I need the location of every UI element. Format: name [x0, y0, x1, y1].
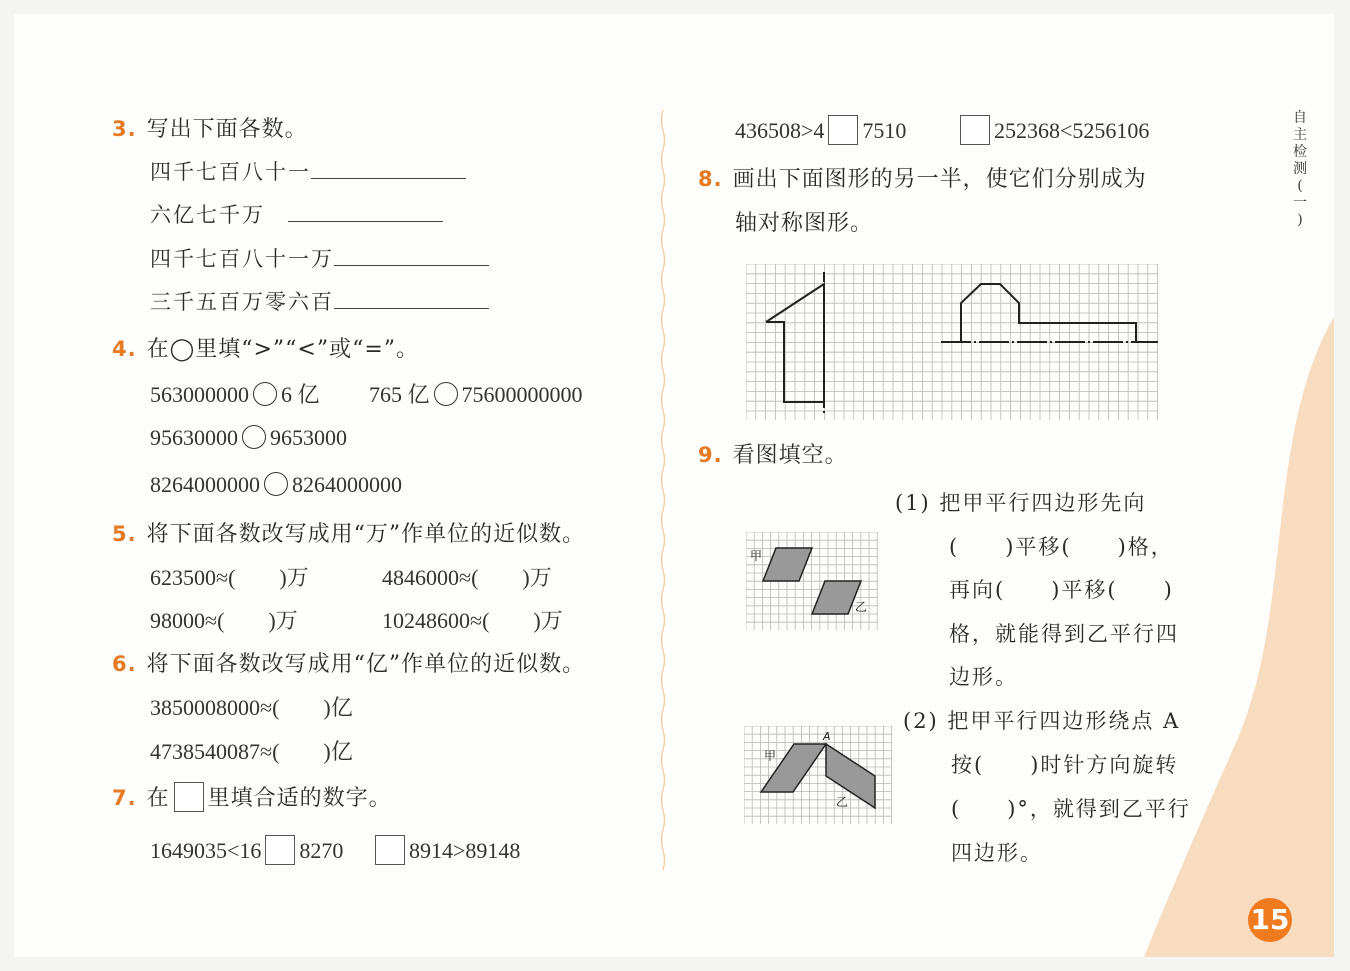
- q6-b: 4738540087≈( )亿: [150, 739, 353, 764]
- label-jia: 甲: [750, 549, 763, 563]
- q3-item-4: 三千五百万零六百: [150, 286, 489, 316]
- q9-translation-figure: [746, 532, 880, 632]
- parallelogram-yi: [812, 581, 861, 614]
- compare-circle[interactable]: [242, 425, 266, 449]
- answer-blank[interactable]: [311, 158, 466, 179]
- answer-blank[interactable]: [334, 288, 489, 309]
- question-8-title: 8. 画出下面图形的另一半，使它们分别成为: [698, 167, 1147, 192]
- q5-c: 98000≈( )万: [150, 608, 298, 633]
- label-yi: 乙: [836, 795, 849, 809]
- question-9-title: 9. 看图填空。: [698, 443, 848, 468]
- compare-circle[interactable]: [253, 382, 277, 406]
- question-4-title: 4. 在◯里填“>”“<”或“=”。: [112, 337, 419, 362]
- label-jia: 甲: [764, 749, 777, 763]
- answer-blank[interactable]: [288, 201, 443, 222]
- q6-a: 3850008000≈( )亿: [150, 695, 353, 720]
- column-divider: [660, 110, 666, 870]
- page-number-badge: 15: [1248, 898, 1292, 942]
- label-yi: 乙: [855, 600, 868, 614]
- question-8-title-line2: 轴对称图形。: [735, 211, 874, 236]
- compare-circle[interactable]: [434, 382, 458, 406]
- digit-box[interactable]: [828, 115, 858, 145]
- q4-row-3: 8264000000 8264000000: [150, 472, 402, 497]
- label-point-a: A: [823, 730, 831, 743]
- example-box: [174, 782, 204, 812]
- side-section-title: 自 主 检 测 ( 一 ): [1293, 110, 1307, 228]
- q4-row-1: 563000000 6 亿 765 亿 75600000000: [150, 382, 583, 407]
- question-3-title: 3. 写出下面各数。: [112, 117, 308, 142]
- digit-box[interactable]: [960, 115, 990, 145]
- q5-a: 623500≈( )万: [150, 565, 309, 590]
- digit-box[interactable]: [265, 835, 295, 865]
- q5-b: 4846000≈( )万: [382, 565, 552, 590]
- q5-d: 10248600≈( )万: [382, 608, 563, 633]
- question-7-title: 7. 在 里填合适的数字。: [112, 781, 392, 812]
- q8-grid-figure: [746, 264, 1160, 422]
- q9-part-2: (2) 把甲平行四边形绕点 A 按( )时针方向旋转 ( )°，就得到乙平行 四边形。: [903, 709, 1191, 865]
- q7-row-1: 1649035<16 8270 8914>89148: [150, 834, 520, 865]
- question-6-title: 6. 将下面各数改写成用“亿”作单位的近似数。: [112, 652, 586, 677]
- q3-item-2: 六亿七千万: [150, 199, 443, 229]
- q9-part-1: (1) 把甲平行四边形先向 ( )平移( )格， 再向( )平移( ) 格，就能得到乙平行四 边形。: [895, 491, 1179, 689]
- digit-box[interactable]: [375, 835, 405, 865]
- q3-item-3: 四千七百八十一万: [150, 243, 489, 273]
- q3-item-1: 四千七百八十一: [150, 156, 466, 186]
- q4-row-2: 95630000 9653000: [150, 425, 347, 450]
- q7-row-2: 436508>4 7510 252368<5256106: [735, 114, 1149, 145]
- q9-rotation-figure: [744, 726, 894, 826]
- question-5-title: 5. 将下面各数改写成用“万”作单位的近似数。: [112, 522, 586, 547]
- answer-blank[interactable]: [334, 245, 489, 266]
- compare-circle[interactable]: [264, 472, 288, 496]
